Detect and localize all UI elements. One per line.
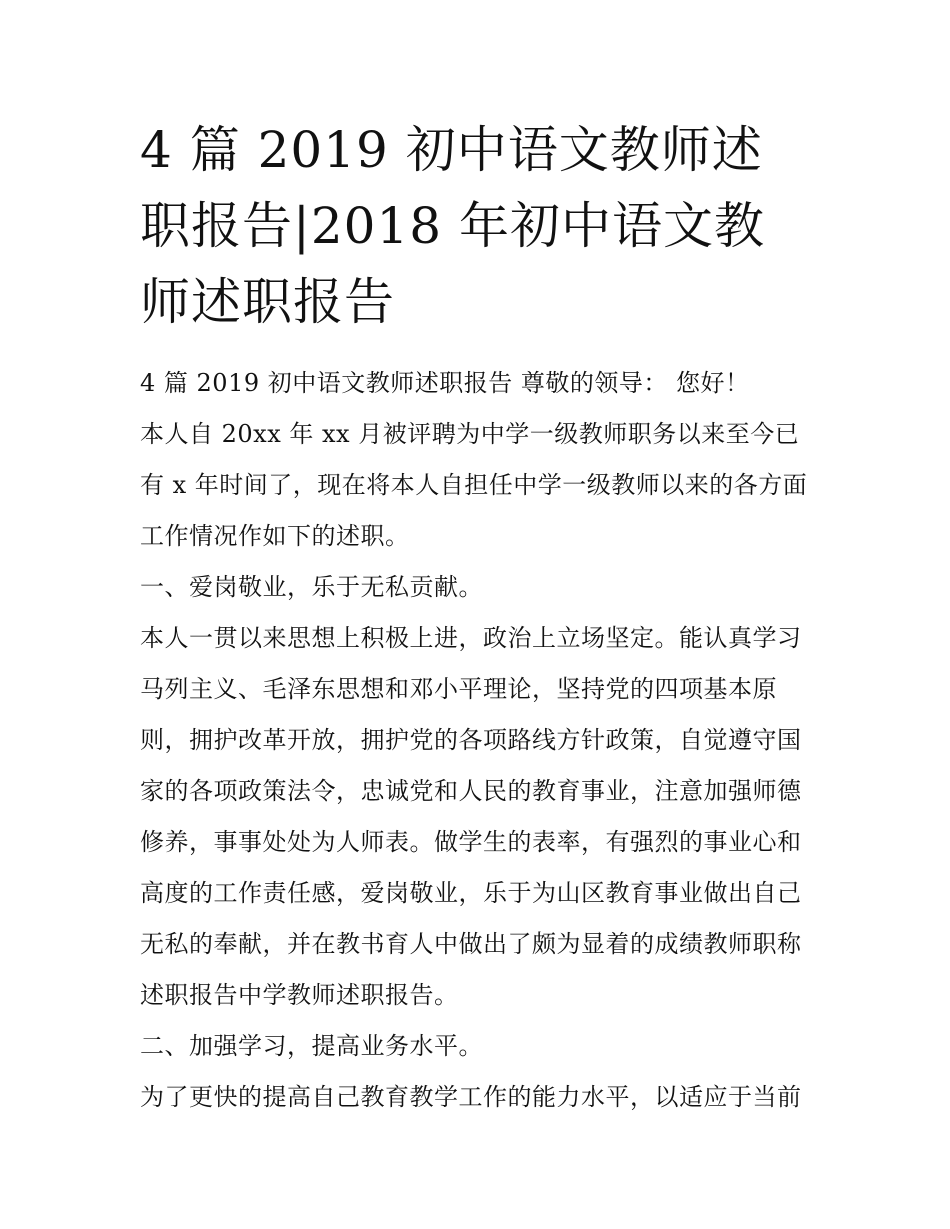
paragraph-intro: 本人自 20xx 年 xx 月被评聘为中学一级教师职务以来至今已有 x 年时间了，现在将本人自担任中学一级教师以来的各方面工作情况作如下的述职。 [140, 420, 808, 550]
paragraph-section-2: 为了更快的提高自己教育教学工作的能力水平，以适应于当前 [140, 1083, 802, 1111]
section-heading-1: 一、爱岗敬业，乐于无私贡献。 [140, 573, 483, 601]
section-heading-2: 二、加强学习，提高业务水平。 [140, 1032, 483, 1060]
paragraph-section-1: 本人一贯以来思想上积极上进，政治上立场坚定。能认真学习马列主义、毛泽东思想和邓小平理论，坚持党的四项基本原则，拥护改革开放，拥护党的各项路线方针政策，自觉遵守国家的各项政策法令，忠诚党和人民的教育事业，注意加强师德修养，事事处处为人师表。做学生的表率，有强烈的事业心和高度的工作责任感，爱岗敬业，乐于为山区教育事业做出自己无私的奉献，并在教书育人中做出了颇为显着的成绩教师职称述职报告中学教师述职报告。 [140, 624, 802, 1009]
document-page [140, 112, 820, 1123]
paragraph-greeting: 4 篇 2019 初中语文教师述职报告 尊敬的领导： 您好！ [140, 369, 750, 397]
document-title: 4 篇 2019 初中语文教师述职报告|2018 年初中语文教师述职报告 [140, 121, 765, 331]
